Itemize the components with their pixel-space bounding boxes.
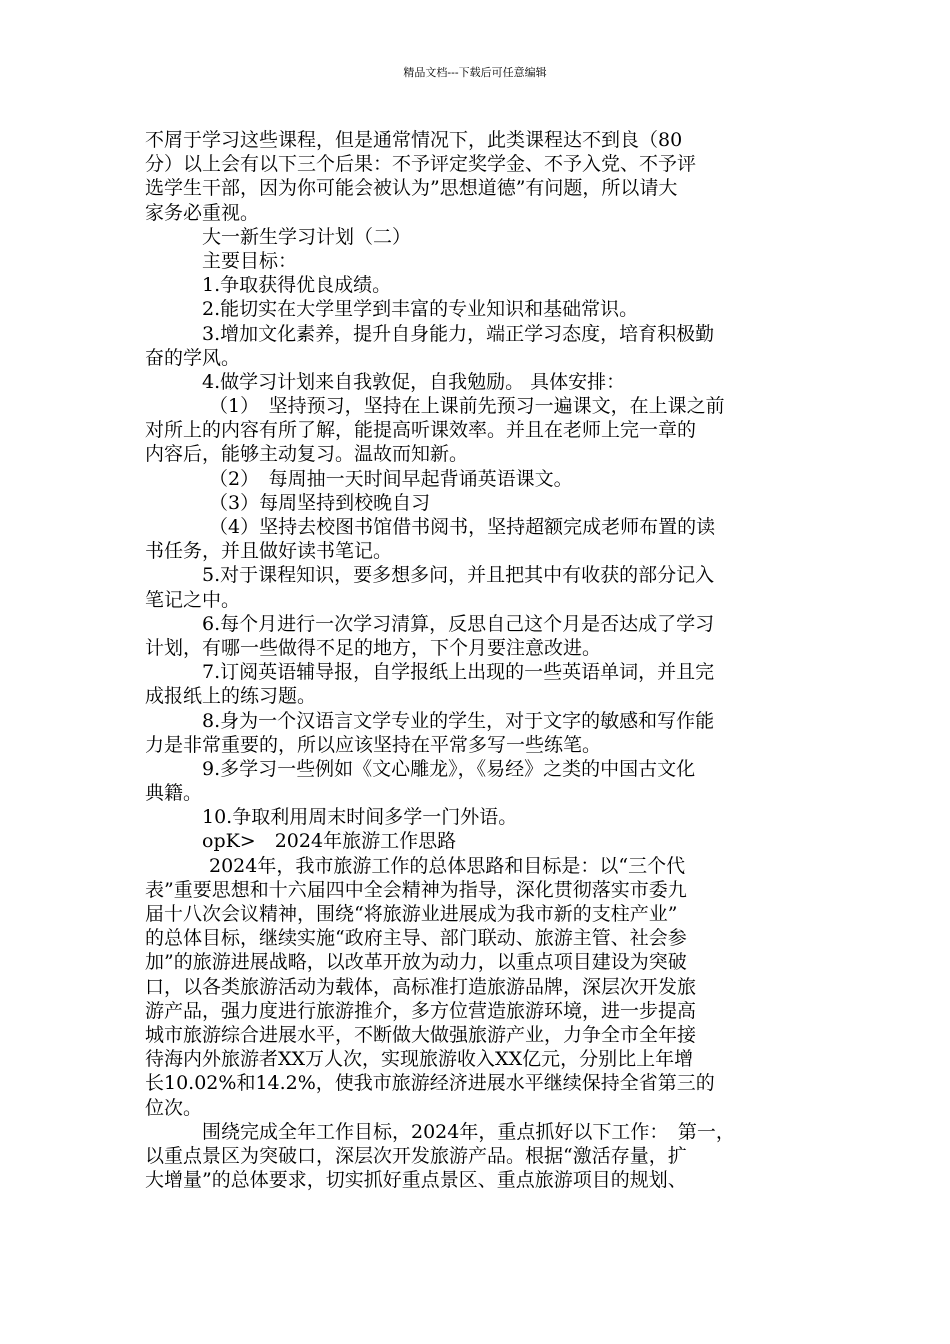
text-line: 表”重要思想和十六届四中全会精神为指导，深化贯彻落实市委九 — [145, 878, 687, 901]
text-line: 以重点景区为突破口，深层次开发旅游产品。根据“激活存量，扩 — [145, 1144, 687, 1167]
text-line: 主要目标： — [202, 249, 298, 272]
text-line: 位次。 — [145, 1096, 203, 1119]
text-line: 对所上的内容有所了解，能提高听课效率。并且在老师上完一章的 — [145, 419, 697, 442]
text-line: 6.每个月进行一次学习清算，反思自己这个月是否达成了学习 — [202, 612, 715, 635]
text-line: 游产品，强力度进行旅游推介，多方位营造旅游环境，进一步提高 — [145, 999, 697, 1022]
text-line: 力是非常重要的，所以应该坚持在平常多写一些练笔。 — [145, 733, 602, 756]
text-line: opK> 2024年旅游工作思路 — [202, 830, 457, 853]
document-body — [145, 128, 817, 1192]
text-line: （3）每周坚持到校晚自习 — [209, 491, 431, 514]
text-line: 加”的旅游进展战略，以改革开放为动力，以重点项目建设为突破 — [145, 951, 687, 974]
text-line: 口，以各类旅游活动为载体，高标准打造旅游品牌，深层次开发旅 — [145, 975, 697, 998]
text-line: 9.多学习一些例如《文心雕龙》，《易经》之类的中国古文化 — [202, 757, 696, 780]
text-line: 不屑于学习这些课程，但是通常情况下，此类课程达不到良（80 — [145, 129, 683, 151]
text-line: 家务必重视。 — [145, 201, 260, 224]
text-line: 届十八次会议精神，围绕“将旅游业进展成为我市新的支柱产业” — [145, 903, 678, 925]
text-line: 8.身为一个汉语言文学专业的学生，对于文字的敏感和写作能 — [202, 709, 715, 732]
text-line: 5.对于课程知识，要多想多问，并且把其中有收获的部分记入 — [202, 564, 715, 587]
page-header: 精品文档---下载后可任意编辑 — [403, 66, 547, 79]
text-line: 计划，有哪一些做得不足的地方，下个月要注意改进。 — [145, 636, 602, 659]
text-line: 3.增加文化素养，提升自身能力，端正学习态度，培育积极勤 — [202, 322, 715, 345]
text-line: 选学生干部，因为你可能会被认为”思想道德”有问题，所以请大 — [145, 177, 678, 200]
text-line: （4）坚持去校图书馆借书阅书，坚持超额完成老师布置的读 — [209, 516, 716, 538]
text-line: 待海内外旅游者XX万人次，实现旅游收入XX亿元，分别比上年增 — [145, 1048, 694, 1071]
text-line: （1） 坚持预习，坚持在上课前先预习一遍课文，在上课之前 — [209, 395, 725, 418]
text-line: 城市旅游综合进展水平，不断做大做强旅游产业，力争全市全年接 — [145, 1023, 697, 1046]
text-line: 1.争取获得优良成绩。 — [202, 274, 392, 297]
text-line: 4.做学习计划来自我敦促，自我勉励。 具体安排： — [202, 370, 626, 393]
text-line: 2024年，我市旅游工作的总体思路和目标是：以“三个代 — [209, 854, 686, 877]
text-line: 奋的学风。 — [145, 346, 241, 369]
text-line: 围绕完成全年工作目标，2024年，重点抓好以下工作： 第一， — [202, 1120, 735, 1143]
text-line: 7.订阅英语辅导报，自学报纸上出现的一些英语单词，并且完 — [202, 661, 715, 684]
text-line: 2.能切实在大学里学到丰富的专业知识和基础常识。 — [202, 298, 639, 321]
text-line: 长10.02%和14.2%，使我市旅游经济进展水平继续保持全省第三的 — [145, 1072, 715, 1095]
text-line: 书任务，并且做好读书笔记。 — [145, 540, 393, 563]
text-line: 成报纸上的练习题。 — [145, 685, 317, 708]
text-line: （2） 每周抽一天时间早起背诵英语课文。 — [209, 467, 573, 490]
text-line: 大一新生学习计划（二） — [202, 225, 412, 248]
text-line: 分）以上会有以下三个后果：不予评定奖学金、不予入党、不予评 — [145, 153, 697, 176]
text-line: 的总体目标，继续实施“政府主导、部门联动、旅游主管、社会参 — [145, 927, 687, 950]
text-line: 笔记之中。 — [145, 588, 241, 611]
text-line: 典籍。 — [145, 782, 203, 805]
text-line: 大增量”的总体要求，切实抓好重点景区、重点旅游项目的规划、 — [145, 1169, 687, 1192]
text-line: 内容后，能够主动复习。温故而知新。 — [145, 443, 469, 466]
text-line: 10.争取利用周末时间多学一门外语。 — [202, 806, 518, 829]
